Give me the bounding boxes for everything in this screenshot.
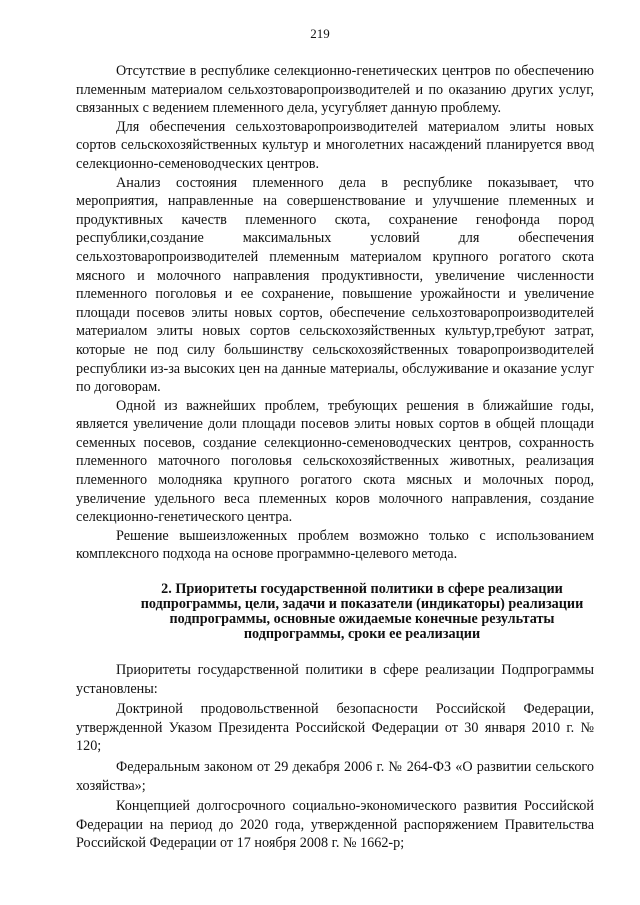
list-item-development-concept: Концепцией долгосрочного социально-экономического развития Российской Федерации на период до 2020 года, утвержденной распоряжением Правительства Российской Федерации от 17 ноября 2008 г. № 1662-р; xyxy=(76,798,594,852)
paragraph-policy-priorities: Приоритеты государственной политики в сфере реализации Подпрограммы установлены: xyxy=(76,662,594,697)
page-number: 219 xyxy=(310,26,330,41)
paragraph-breeding-centers: Отсутствие в республике селекционно-генетических центров по обеспечению племенным материалом сельхозтоваропроизводителей и по оказанию других услуг, связанных с ведением племенного дела, усугубляет данную проблему. xyxy=(76,63,594,117)
list-item-food-security-doctrine: Доктриной продовольственной безопасности Российской Федерации, утвержденной Указом Президента Российской Федерации от 30 января 2010 г. № 120; xyxy=(76,701,594,755)
paragraph-seed-centers: Для обеспечения сельхозтоваропроизводителей материалом элиты новых сортов сельскохозяйственных культур и многолетних насаждений планируется ввод селекционно-семеноводческих центров. xyxy=(76,118,594,172)
paragraph-breeding-analysis: Анализ состояния племенного дела в республике показывает, что мероприятия, направленные на совершенствование и улучшение племенных и продуктивных качеств племенного скота, сохранение генофонда пород республики,создание максимальных условий для обеспечения сельхозтоваропроизводителей племенным материалом крупного рогатого скота мясного и молочного направления продуктивности, увеличение численности племенного поголовья и ее сохранение, повышение урожайности и увеличение площади посевов элиты новых сортов, обеспечение сельхозтоваропроизводителей материалом элиты новых сортов сельскохозяйственных культур,требуют затрат, которые не под силу большинству сельскохозяйственных товаропроизводителей республики из-за высоких цен на данные материалы, обслуживание и оказание услуг по договорам. xyxy=(76,174,594,396)
body-text xyxy=(76,62,594,855)
paragraph-key-problems: Одной из важнейших проблем, требующих решения в ближайшие годы, является увеличение доли площади посевов элиты новых сортов в общей площади семенных посевов, создание селекционно-семеноводческих центров, сохранность племенного маточного поголовья сельскохозяйственных животных, реализация племенного молодняка крупного рогатого скота мясных и молочных пород, увеличение удельного веса племенных коров молочного направления, создание селекционно-генетического центра. xyxy=(76,397,594,526)
section-heading: 2. Приоритеты государственной политики в сфере реализации подпрограммы, цели, задачи и показатели (индикаторы) реализации подпрограммы, основные ожидаемые конечные результаты подпрограммы, сроки ее реализации xyxy=(140,581,584,643)
paragraph-solution-approach: Решение вышеизложенных проблем возможно только с использованием комплексного подхода на основе программно-целевого метода. xyxy=(76,527,594,563)
list-item-federal-law: Федеральным законом от 29 декабря 2006 г. № 264-ФЗ «О развитии сельского хозяйства»; xyxy=(76,759,594,794)
